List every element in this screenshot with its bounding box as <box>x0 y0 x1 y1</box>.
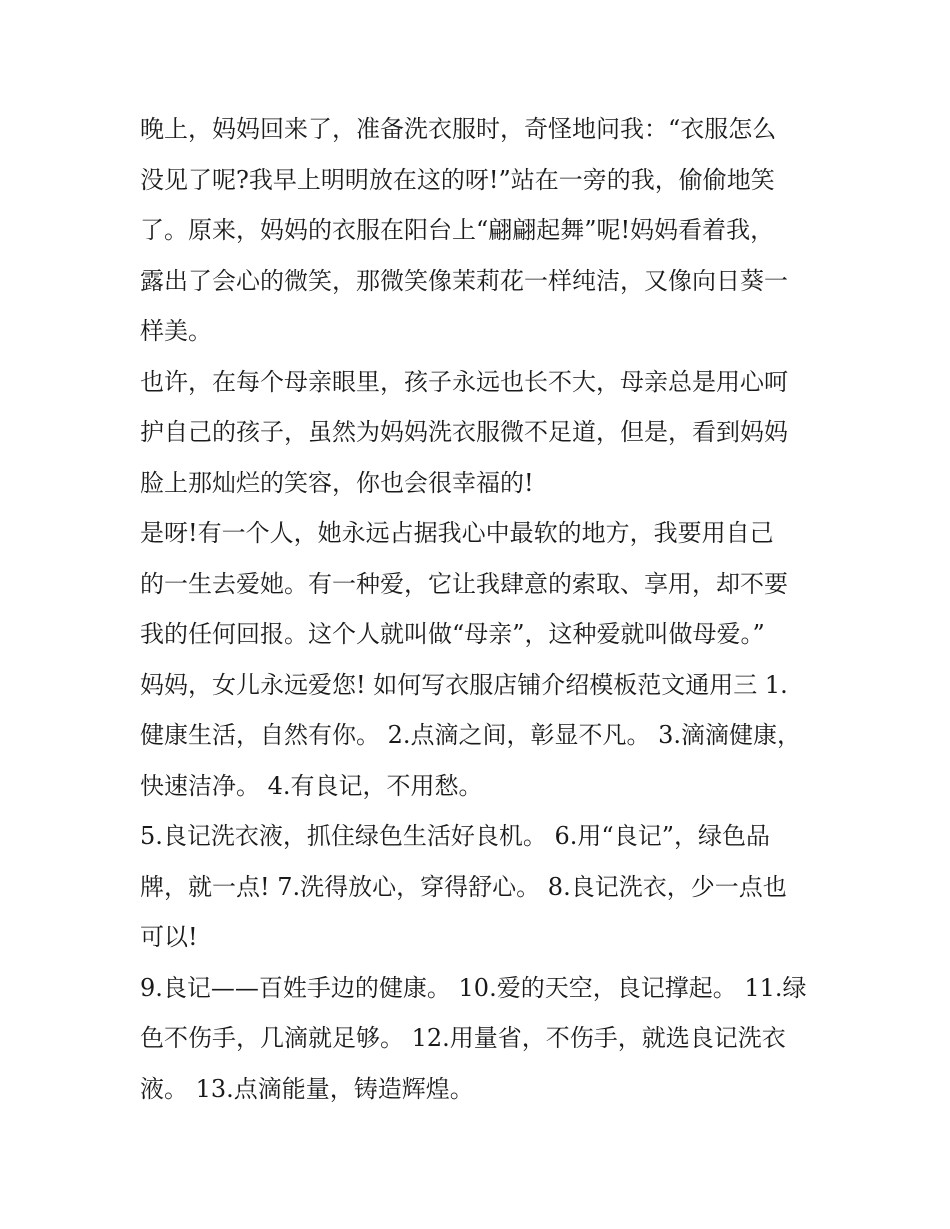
text-line: 5.良记洗衣液，抓住绿色生活好良机。 6.用“良记”，绿色品 <box>140 822 770 850</box>
text-line: 是呀!有一个人，她永远占据我心中最软的地方，我要用自己 <box>140 519 774 547</box>
text-line: 快速洁净。 4.有良记，不用愁。 <box>140 771 483 800</box>
text-line: 妈妈，女儿永远爱您! 如何写衣服店铺介绍模板范文通用三 1. <box>140 670 788 699</box>
text-line: 了。原来，妈妈的衣服在阳台上“翩翩起舞”呢!妈妈看着我， <box>140 216 775 244</box>
text-line: 晚上，妈妈回来了，准备洗衣服时，奇怪地问我：“衣服怎么 <box>140 115 777 143</box>
text-line: 样美。 <box>140 317 212 345</box>
text-line: 的一生去爱她。有一种爱，它让我肆意的索取、享用，却不要 <box>140 569 788 598</box>
text-line: 露出了会心的微笑，那微笑像茉莉花一样纯洁，又像向日葵一 <box>140 266 788 295</box>
text-line: 脸上那灿烂的笑容，你也会很幸福的! <box>140 468 534 497</box>
document-body <box>140 104 820 1114</box>
text-line: 可以! <box>140 923 198 951</box>
text-line: 健康生活，自然有你。 2.点滴之间，彰显不凡。 3.滴滴健康， <box>140 721 802 749</box>
text-line: 我的任何回报。这个人就叫做“母亲”，这种爱就叫做母爱。” <box>140 620 765 648</box>
text-line: 色不伤手，几滴就足够。 12.用量省，不伤手，就选良记洗衣 <box>140 1024 786 1052</box>
text-line: 牌，就一点! 7.洗得放心，穿得舒心。 8.良记洗衣，少一点也 <box>140 872 787 901</box>
text-line: 9.良记——百姓手边的健康。 10.爱的天空，良记撑起。 11.绿 <box>140 973 807 1002</box>
text-line: 也许，在每个母亲眼里，孩子永远也长不大，母亲总是用心呵 <box>140 367 788 396</box>
text-line: 液。 13.点滴能量，铸造辉煌。 <box>140 1074 474 1103</box>
text-line: 护自己的孩子，虽然为妈妈洗衣服微不足道，但是，看到妈妈 <box>140 418 788 446</box>
text-line: 没见了呢?我早上明明放在这的呀!”站在一旁的我，偷偷地笑 <box>140 165 775 194</box>
